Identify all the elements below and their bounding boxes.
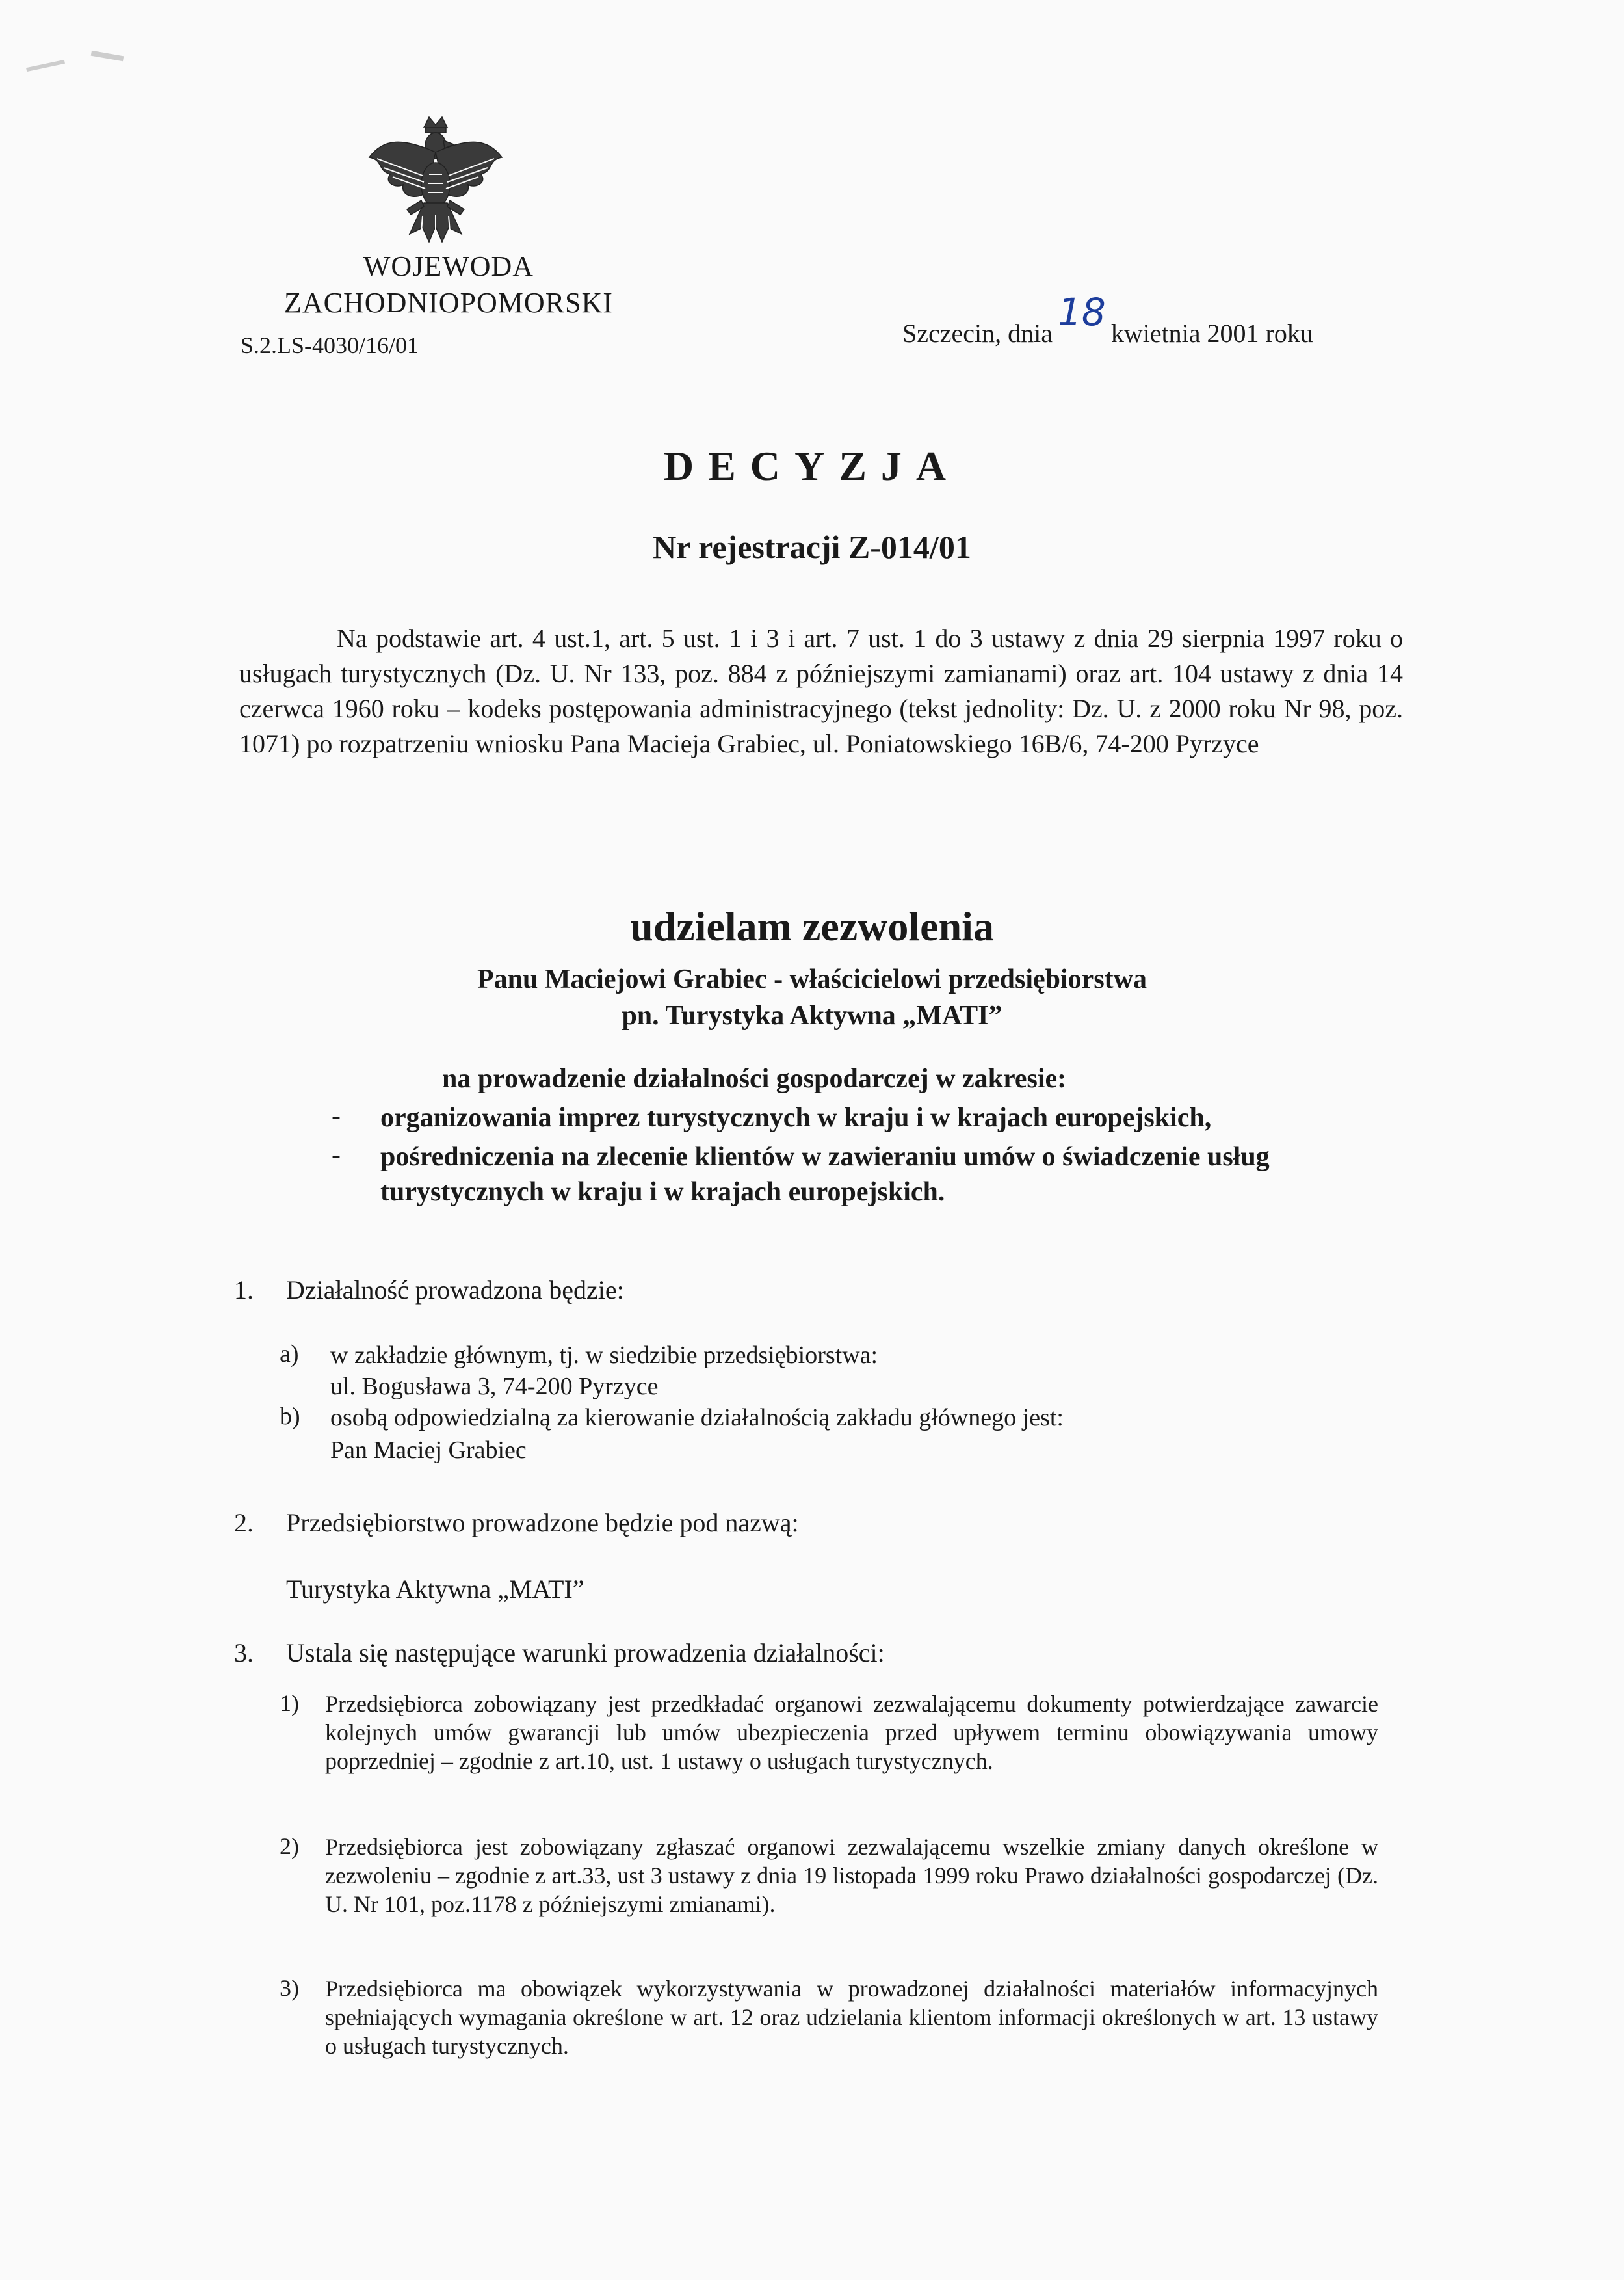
sub-line: ul. Bogusława 3, 74-200 Pyrzyce [330,1373,659,1400]
condition-text: Przedsiębiorca zobowiązany jest przedkładać organowi zezwalającemu dokumenty potwierdzające zawarcie kolejnych umów gwarancji lub umów ubezpieczenia przed upływem terminu obowiązywania umowy poprzedniej – zgodnie z art.10, ust. 1 ustawy o usługach turystycznych. [325,1691,1378,1774]
scope-item: pośredniczenia na zlecenie klientów w zawieraniu umów o świadczenie usług turystycznych w kraju i w krajach europejskich. [380,1142,1270,1207]
sub-mark: b) [280,1403,300,1430]
issuer-block [241,248,657,321]
place-date [902,290,1313,351]
issuer-line: WOJEWODA [363,250,534,282]
sub-line: osobą odpowiedzialną za kierowanie działalnością zakładu głównego jest: [330,1404,1064,1431]
list-dash: - [332,1101,341,1131]
sub-line: Pan Maciej Grabiec [330,1437,527,1464]
condition-mark: 1) [280,1690,299,1716]
sub-mark: a) [280,1340,299,1368]
grant-line: Panu Maciejowi Grabiec - właścicielowi przedsiębiorstwa [477,964,1147,994]
company-name: Turystyka Aktywna „MATI” [286,1574,584,1604]
place-date-prefix: Szczecin, dnia [902,319,1053,348]
point-number: 3. [234,1638,254,1667]
point-number: 1. [234,1275,254,1305]
point-text: Działalność prowadzona będzie: [286,1275,624,1305]
registration-number: Nr rejestracji Z-014/01 [653,529,971,565]
grant-recipient [0,961,1624,1034]
scan-mark [91,51,124,62]
point-text: Przedsiębiorstwo prowadzone będzie pod nazwą: [286,1508,799,1537]
grant-heading: udzielam zezwolenia [630,903,994,949]
handwritten-day: 18 [1058,290,1106,334]
condition-text: Przedsiębiorca jest zobowiązany zgłaszać organowi zezwalającemu wszelkie zmiany danych określone w zezwoleniu – zgodnie z art.33, ust 3 ustawy z dnia 19 listopada 1999 roku Prawo działalności gospodarczej (Dz. U. Nr 101, poz.1178 z późniejszymi zmianami). [325,1834,1378,1917]
list-dash: - [332,1140,341,1170]
scope-item: organizowania imprez turystycznych w kraju i w krajach europejskich, [380,1103,1212,1133]
legal-basis-paragraph: Na podstawie art. 4 ust.1, art. 5 ust. 1 i 3 i art. 7 ust. 1 do 3 ustawy z dnia 29 sierpnia 1997 roku o usługach turystycznych (Dz. U. Nr 133, poz. 884 z późniejszymi zamianami) oraz art. 104 ustawy z dnia 14 czerwca 1960 roku – kodeks postępowania administracyjnego (tekst jednolity: Dz. U. z 2000 roku Nr 98, poz. 1071) po rozpatrzeniu wniosku Pana Macieja Grabiec, ul. Poniatowskiego 16B/6, 74-200 Pyrzyce [239,624,1403,758]
place-date-suffix: kwietnia 2001 roku [1110,319,1313,348]
issuer-line: ZACHODNIOPOMORSKI [284,287,613,319]
sub-line: w zakładzie głównym, tj. w siedzibie przedsiębiorstwa: [330,1342,878,1369]
reference-number: S.2.LS-4030/16/01 [241,332,419,358]
eagle-emblem-icon [364,112,507,255]
scan-mark [26,60,65,72]
document-title: DECYZJA [663,443,961,489]
condition-text: Przedsiębiorca ma obowiązek wykorzystywania w prowadzonej działalności materiałów informacyjnych spełniających wymagania określone w art. 12 oraz udzielania klientom informacji określonych w art. 13 ustawy o usługach turystycznych. [325,1976,1378,2059]
point-text: Ustala się następujące warunki prowadzenia działalności: [286,1638,885,1667]
point-number: 2. [234,1508,254,1537]
grant-line: pn. Turystyka Aktywna „MATI” [622,1001,1002,1031]
condition-mark: 3) [280,1975,299,2001]
condition-mark: 2) [280,1833,299,1859]
scope-intro: na prowadzenie działalności gospodarczej w zakresie: [442,1064,1067,1094]
